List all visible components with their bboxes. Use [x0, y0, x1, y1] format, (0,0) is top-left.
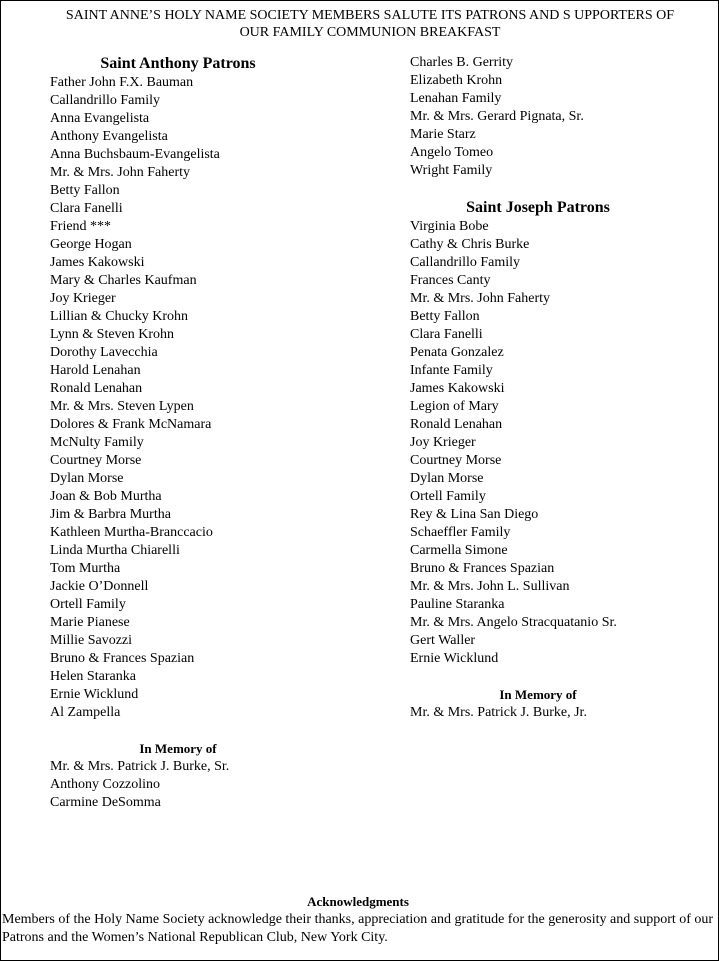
- list-item: Marie Starz: [410, 127, 476, 142]
- list-item: Pauline Staranka: [410, 597, 505, 612]
- list-item: Mary & Charles Kaufman: [50, 273, 197, 288]
- anthony-heading: Saint Anthony Patrons: [100, 55, 256, 72]
- list-item: Penata Gonzalez: [410, 345, 504, 360]
- list-item: Ortell Family: [50, 597, 126, 612]
- list-item: Father John F.X. Bauman: [50, 75, 194, 90]
- list-item: Angelo Tomeo: [410, 145, 494, 160]
- list-item: Al Zampella: [50, 705, 121, 720]
- anthony-memory-heading: In Memory of: [139, 741, 217, 756]
- joseph-heading: Saint Joseph Patrons: [466, 199, 610, 216]
- list-item: Courtney Morse: [50, 453, 142, 468]
- anthony-continued-list: [410, 54, 710, 180]
- list-item: Ronald Lenahan: [410, 417, 503, 432]
- list-item: Dylan Morse: [410, 471, 484, 486]
- list-item: Dylan Morse: [50, 471, 124, 486]
- list-item: Jackie O’Donnell: [50, 579, 149, 594]
- list-item: Legion of Mary: [410, 399, 499, 414]
- list-item: George Hogan: [50, 237, 132, 252]
- list-item: Harold Lenahan: [50, 363, 141, 378]
- list-item: Joy Krieger: [50, 291, 116, 306]
- list-item: Mr. & Mrs. Patrick J. Burke, Sr.: [50, 759, 230, 774]
- list-item: Betty Fallon: [410, 309, 480, 324]
- list-item: Infante Family: [410, 363, 493, 378]
- joseph-memory-heading: In Memory of: [499, 687, 577, 702]
- list-item: Marie Pianese: [50, 615, 130, 630]
- joseph-memory-list: [410, 704, 710, 722]
- list-item: Clara Fanelli: [410, 327, 483, 342]
- list-item: James Kakowski: [410, 381, 505, 396]
- anthony-list: [50, 74, 350, 722]
- left-column: [50, 54, 350, 812]
- list-item: Millie Savozzi: [50, 633, 133, 648]
- list-item: Wright Family: [410, 163, 493, 178]
- list-item: Frances Canty: [410, 273, 491, 288]
- list-item: Mr. & Mrs. Steven Lypen: [50, 399, 194, 414]
- list-item: Dorothy Lavecchia: [50, 345, 158, 360]
- list-item: Elizabeth Krohn: [410, 73, 503, 88]
- joseph-list: [410, 218, 710, 668]
- list-item: Mr. & Mrs. John Faherty: [50, 165, 190, 180]
- list-item: Carmine DeSomma: [50, 795, 161, 810]
- list-item: Mr. & Mrs. John Faherty: [410, 291, 550, 306]
- list-item: Carmella Simone: [410, 543, 508, 558]
- list-item: Anna Evangelista: [50, 111, 150, 126]
- list-item: Clara Fanelli: [50, 201, 123, 216]
- acknowledgments: [2, 893, 714, 947]
- list-item: Mr. & Mrs. Angelo Stracquatanio Sr.: [410, 615, 617, 630]
- list-item: Lynn & Steven Krohn: [50, 327, 175, 342]
- list-item: Tom Murtha: [50, 561, 121, 576]
- list-item: Mr. & Mrs. John L. Sullivan: [410, 579, 570, 594]
- list-item: Friend ***: [50, 219, 112, 234]
- list-item: Mr. & Mrs. Patrick J. Burke, Jr.: [410, 705, 587, 720]
- list-item: Ernie Wicklund: [50, 687, 139, 702]
- list-item: Charles B. Gerrity: [410, 55, 514, 70]
- acknowledgments-text: Members of the Holy Name Society acknowledge their thanks, appreciation and gratitude for the generosity and support of our Patrons and the Women’s National Republican Club, New York City.: [2, 912, 714, 945]
- list-item: Jim & Barbra Murtha: [50, 507, 171, 522]
- list-item: Dolores & Frank McNamara: [50, 417, 212, 432]
- list-item: Lenahan Family: [410, 91, 502, 106]
- list-item: Joan & Bob Murtha: [50, 489, 162, 504]
- list-item: Kathleen Murtha-Branccacio: [50, 525, 213, 540]
- list-item: Ernie Wicklund: [410, 651, 499, 666]
- list-item: Bruno & Frances Spazian: [50, 651, 195, 666]
- list-item: Callandrillo Family: [410, 255, 521, 270]
- list-item: Courtney Morse: [410, 453, 502, 468]
- list-item: Virginia Bobe: [410, 219, 489, 234]
- list-item: Linda Murtha Chiarelli: [50, 543, 180, 558]
- list-item: Joy Krieger: [410, 435, 476, 450]
- list-item: Cathy & Chris Burke: [410, 237, 530, 252]
- list-item: Helen Staranka: [50, 669, 136, 684]
- list-item: Betty Fallon: [50, 183, 120, 198]
- list-item: Anthony Evangelista: [50, 129, 168, 144]
- list-item: Gert Waller: [410, 633, 476, 648]
- list-item: Anthony Cozzolino: [50, 777, 161, 792]
- list-item: Mr. & Mrs. Gerard Pignata, Sr.: [410, 109, 584, 124]
- list-item: Bruno & Frances Spazian: [410, 561, 555, 576]
- list-item: McNulty Family: [50, 435, 144, 450]
- page-title: SAINT ANNE’S HOLY NAME SOCIETY MEMBERS SALUTE ITS PATRONS AND S UPPORTERS OF OUR FAMILY COMMUNION BREAKFAST: [65, 8, 675, 40]
- list-item: Anna Buchsbaum-Evangelista: [50, 147, 220, 162]
- list-item: Lillian & Chucky Krohn: [50, 309, 189, 324]
- list-item: Callandrillo Family: [50, 93, 161, 108]
- right-column: [410, 54, 710, 722]
- list-item: Ronald Lenahan: [50, 381, 143, 396]
- list-item: James Kakowski: [50, 255, 145, 270]
- anthony-memory-list: [50, 758, 350, 812]
- list-item: Schaeffler Family: [410, 525, 511, 540]
- list-item: Ortell Family: [410, 489, 486, 504]
- acknowledgments-heading: Acknowledgments: [307, 894, 409, 909]
- list-item: Rey & Lina San Diego: [410, 507, 539, 522]
